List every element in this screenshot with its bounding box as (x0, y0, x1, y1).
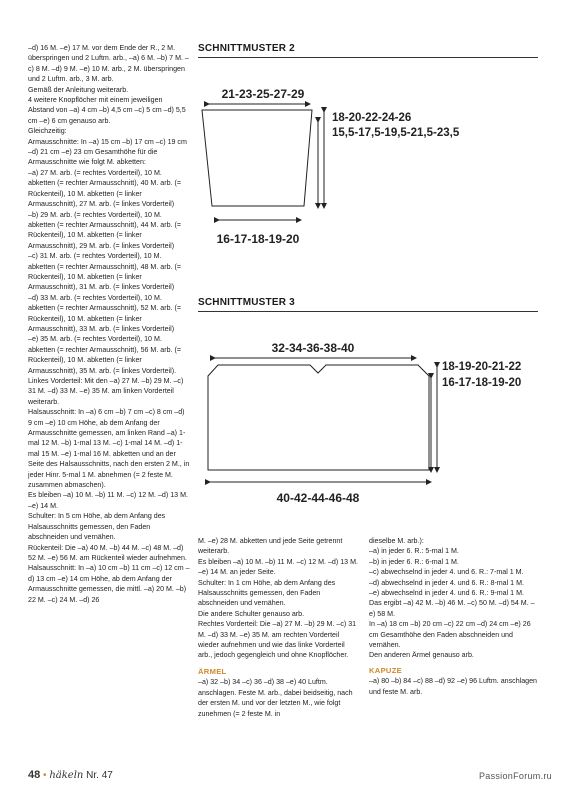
schnitt2-right-label-1: 18-20-22-24-26 (332, 112, 412, 124)
magazine-name: häkeln (49, 770, 84, 781)
paragraph: –e) abwechselnd in jeder 4. und 6. R.: 9-mal 1 M. (369, 589, 524, 598)
schnitt2-top-width: 21-23-25-27-29 (221, 87, 305, 101)
schnittmuster-2-rule (198, 57, 538, 58)
schnittmuster-2-diagram (198, 60, 558, 270)
paragraph: –d) abwechselnd in jeder 4. und 6. R.: 8-mal 1 M. (369, 578, 524, 587)
paragraph: Armausschnitte: In –a) 15 cm –b) 17 cm –c) 19 cm –d) 21 cm –e) 23 cm Gesamthöhe für die Armausschnitte wie folgt M. abketten: (28, 137, 189, 167)
paragraph: Halsausschnitt: In –a) 6 cm –b) 7 cm –c) 8 cm –d) 9 cm –e) 10 cm Höhe, ab dem Anfang der Armausschnitte gemessen, am linken Rand –a) 1-mal 12 M. –b) 1-mal 13 M. –c) 1-mal 14 M. –d) 1-mal 15 M. –e) 1-mal 16 M. abketten und an der Seite des Halsausschnitts, nach den ersten 2 M., in jeder Hinr. 5-mal 1 M. abnehmen (= 2 feste M. zusammen abmaschen). (28, 408, 192, 490)
schnitt3-bottom-width: 40-42-44-46-48 (276, 491, 360, 505)
paragraph: Es bleiben –a) 10 M. –b) 11 M. –c) 12 M. –d) 13 M. –e) 14 M. an jeder Seite. (198, 557, 360, 577)
paragraph: –c) abwechselnd in jeder 4. und 6. R.: 7-mal 1 M. (369, 568, 524, 577)
paragraph: 4 weitere Knopflöcher mit einem jeweiligen Abstand von –a) 4 cm –b) 4,5 cm –c) 5 cm –d) 5,5 cm –e) 6 cm genauso arb. (28, 96, 188, 125)
column-3-text (369, 536, 537, 661)
paragraph: M. –e) 28 M. abketten und jede Seite getrennt weiterarb. (198, 537, 345, 556)
paragraph: –a) 32 –b) 34 –c) 36 –d) 38 –e) 40 Luftm. anschlagen. Feste M. arb., dabei beidseitig, nach der ersten M. und vor der letzten M., wie folgt zunehmen (= 2 feste M. in (198, 678, 355, 718)
paragraph: –e) 35 M. arb. (= rechtes Vorderteil), 10 M. abketten (= rechter Armausschnitt), 56 M. arb. (= Rückenteil), 10 M. abketten (= linker Armausschnitt), 35 M. arb. (= linkes Vorderteil). (28, 335, 183, 375)
footer (28, 769, 113, 781)
paragraph: –a) 27 M. arb. (= rechtes Vorderteil), 10 M. abketten (= rechter Armausschnitt), 40 M. arb. (= Rückenteil), 10 M. abketten (= linker Armausschnitt), 27 M. arb. (= linkes Vorderteil) (28, 168, 183, 209)
paragraph: Halsausschnitt: In –a) 10 cm –b) 11 cm –c) 12 cm –d) 13 cm –e) 14 cm Höhe, ab dem Anfang der Armausschnitte gemessen, die mittl. –a) 20 M. –b) 22 M. –c) 24 M. –d) 26 (28, 564, 190, 604)
schnittmuster-3-rule (198, 311, 538, 312)
column-2-aermel-text (198, 677, 360, 719)
paragraph: In –a) 18 cm –b) 20 cm –c) 22 cm –d) 24 cm –e) 26 cm Gesamthöhe den Faden abschneiden und vernähen. (369, 620, 533, 650)
paragraph: Rechtes Vorderteil: Die –a) 27 M. –b) 29 M. –c) 31 M. –d) 33 M. –e) 35 M. am rechten Vorderteil wieder aufnehmen und wie das linke Vorderteil arb., jedoch gegengleich und ohne Knopflöcher. (198, 620, 359, 660)
paragraph: Es bleiben –a) 10 M. –b) 11 M. –c) 12 M. –d) 13 M. –e) 14 M. (28, 491, 190, 510)
section-title-kapuze: KAPUZE (369, 665, 403, 675)
watermark: PassionForum.ru (478, 771, 552, 781)
paragraph: –d) 33 M. arb. (= rechtes Vorderteil), 10 M. abketten (= rechter Armausschnitt), 52 M. arb. (= Rückenteil), 10 M. abketten (= linker Armausschnitt), 33 M. arb. (= linkes Vorderteil) (28, 293, 183, 333)
paragraph: –a) 80 –b) 84 –c) 88 –d) 92 –e) 96 Luftm. anschlagen und feste M. arb. (369, 677, 539, 696)
schnittmuster-2-title: SCHNITTMUSTER 2 (198, 43, 295, 54)
schnittmuster-3-diagram (198, 320, 558, 520)
paragraph: –d) 16 M. –e) 17 M. vor dem Ende der R., 2 M. überspringen und 2 Luftm. arb., –a) 6 M. –b) 7 M. –c) 8 M. –d) 9 M. –e) 10 M. arb., 2 M. überspringen und 2 Luftm. arb., 3 M. arb. (28, 44, 189, 84)
paragraph: Rückenteil: Die –a) 40 M. –b) 44 M. –c) 48 M. –d) 52 M. –e) 56 M. am Rückenteil wieder aufnehmen. (28, 543, 187, 562)
paragraph: Gleichzeitig: (28, 127, 67, 136)
instructions-column-3 (369, 536, 537, 697)
paragraph: Den anderen Ärmel genauso arb. (369, 651, 474, 660)
paragraph: –a) in jeder 6. R.: 5-mal 1 M. (369, 547, 459, 556)
instructions-column-1 (28, 43, 190, 605)
paragraph: Gemäß der Anleitung weiterarb. (28, 85, 129, 94)
schnitt3-right-label-1: 18-19-20-21-22 (442, 361, 522, 373)
schnitt2-right-label-2: 15,5-17,5-19,5-21,5-23,5 (332, 127, 460, 139)
paragraph: Das ergibt –a) 42 M. –b) 46 M. –c) 50 M. –d) 54 M. –e) 58 M. (369, 599, 535, 618)
page-number: 48 (28, 769, 41, 781)
instructions-column-2 (198, 536, 360, 719)
paragraph: Schulter: In 5 cm Höhe, ab dem Anfang des Halsausschnitts gemessen, den Faden abschneiden und vernähen. (28, 512, 168, 542)
schnittmuster-3-title: SCHNITTMUSTER 3 (198, 297, 295, 308)
schnitt3-shape (208, 365, 429, 470)
paragraph: –b) in jeder 6. R.: 6-mal 1 M. (369, 557, 459, 566)
paragraph: Schulter: In 1 cm Höhe, ab dem Anfang des Halsausschnitts gemessen, den Faden abschneiden und vernähen. (198, 578, 338, 608)
paragraph: Die andere Schulter genauso arb. (198, 609, 305, 618)
footer-bullet: • (43, 770, 47, 781)
schnitt2-shape (202, 110, 312, 206)
column-2-text (198, 536, 360, 661)
paragraph: Linkes Vorderteil: Mit den –a) 27 M. –b) 29 M. –c) 31 M. –d) 33 M. –e) 35 M. am linken Vorderteil weiterarb. (28, 377, 186, 406)
paragraph: –c) 31 M. arb. (= rechtes Vorderteil), 10 M. abketten (= rechter Armausschnitt), 48 M. arb. (= Rückenteil), 10 M. abketten (= linker Armausschnitt), 31 M. arb. (= linkes Vorderteil) (28, 252, 183, 292)
paragraph: –b) 29 M. arb. (= rechtes Vorderteil), 10 M. abketten (= rechter Armausschnitt), 44 M. arb. (= Rückenteil), 10 M. abketten (= linker Armausschnitt), 29 M. arb. (= linkes Vorderteil) (28, 210, 183, 250)
column-3-kapuze-text (369, 676, 537, 697)
paragraph: dieselbe M. arb.): (369, 537, 424, 545)
issue-number: Nr. 47 (86, 770, 113, 781)
schnitt3-top-width: 32-34-36-38-40 (271, 341, 355, 355)
section-title-aermel: ÄRMEL (198, 666, 227, 676)
schnitt2-bottom-width: 16-17-18-19-20 (216, 232, 300, 246)
schnitt3-right-label-2: 16-17-18-19-20 (442, 377, 522, 389)
